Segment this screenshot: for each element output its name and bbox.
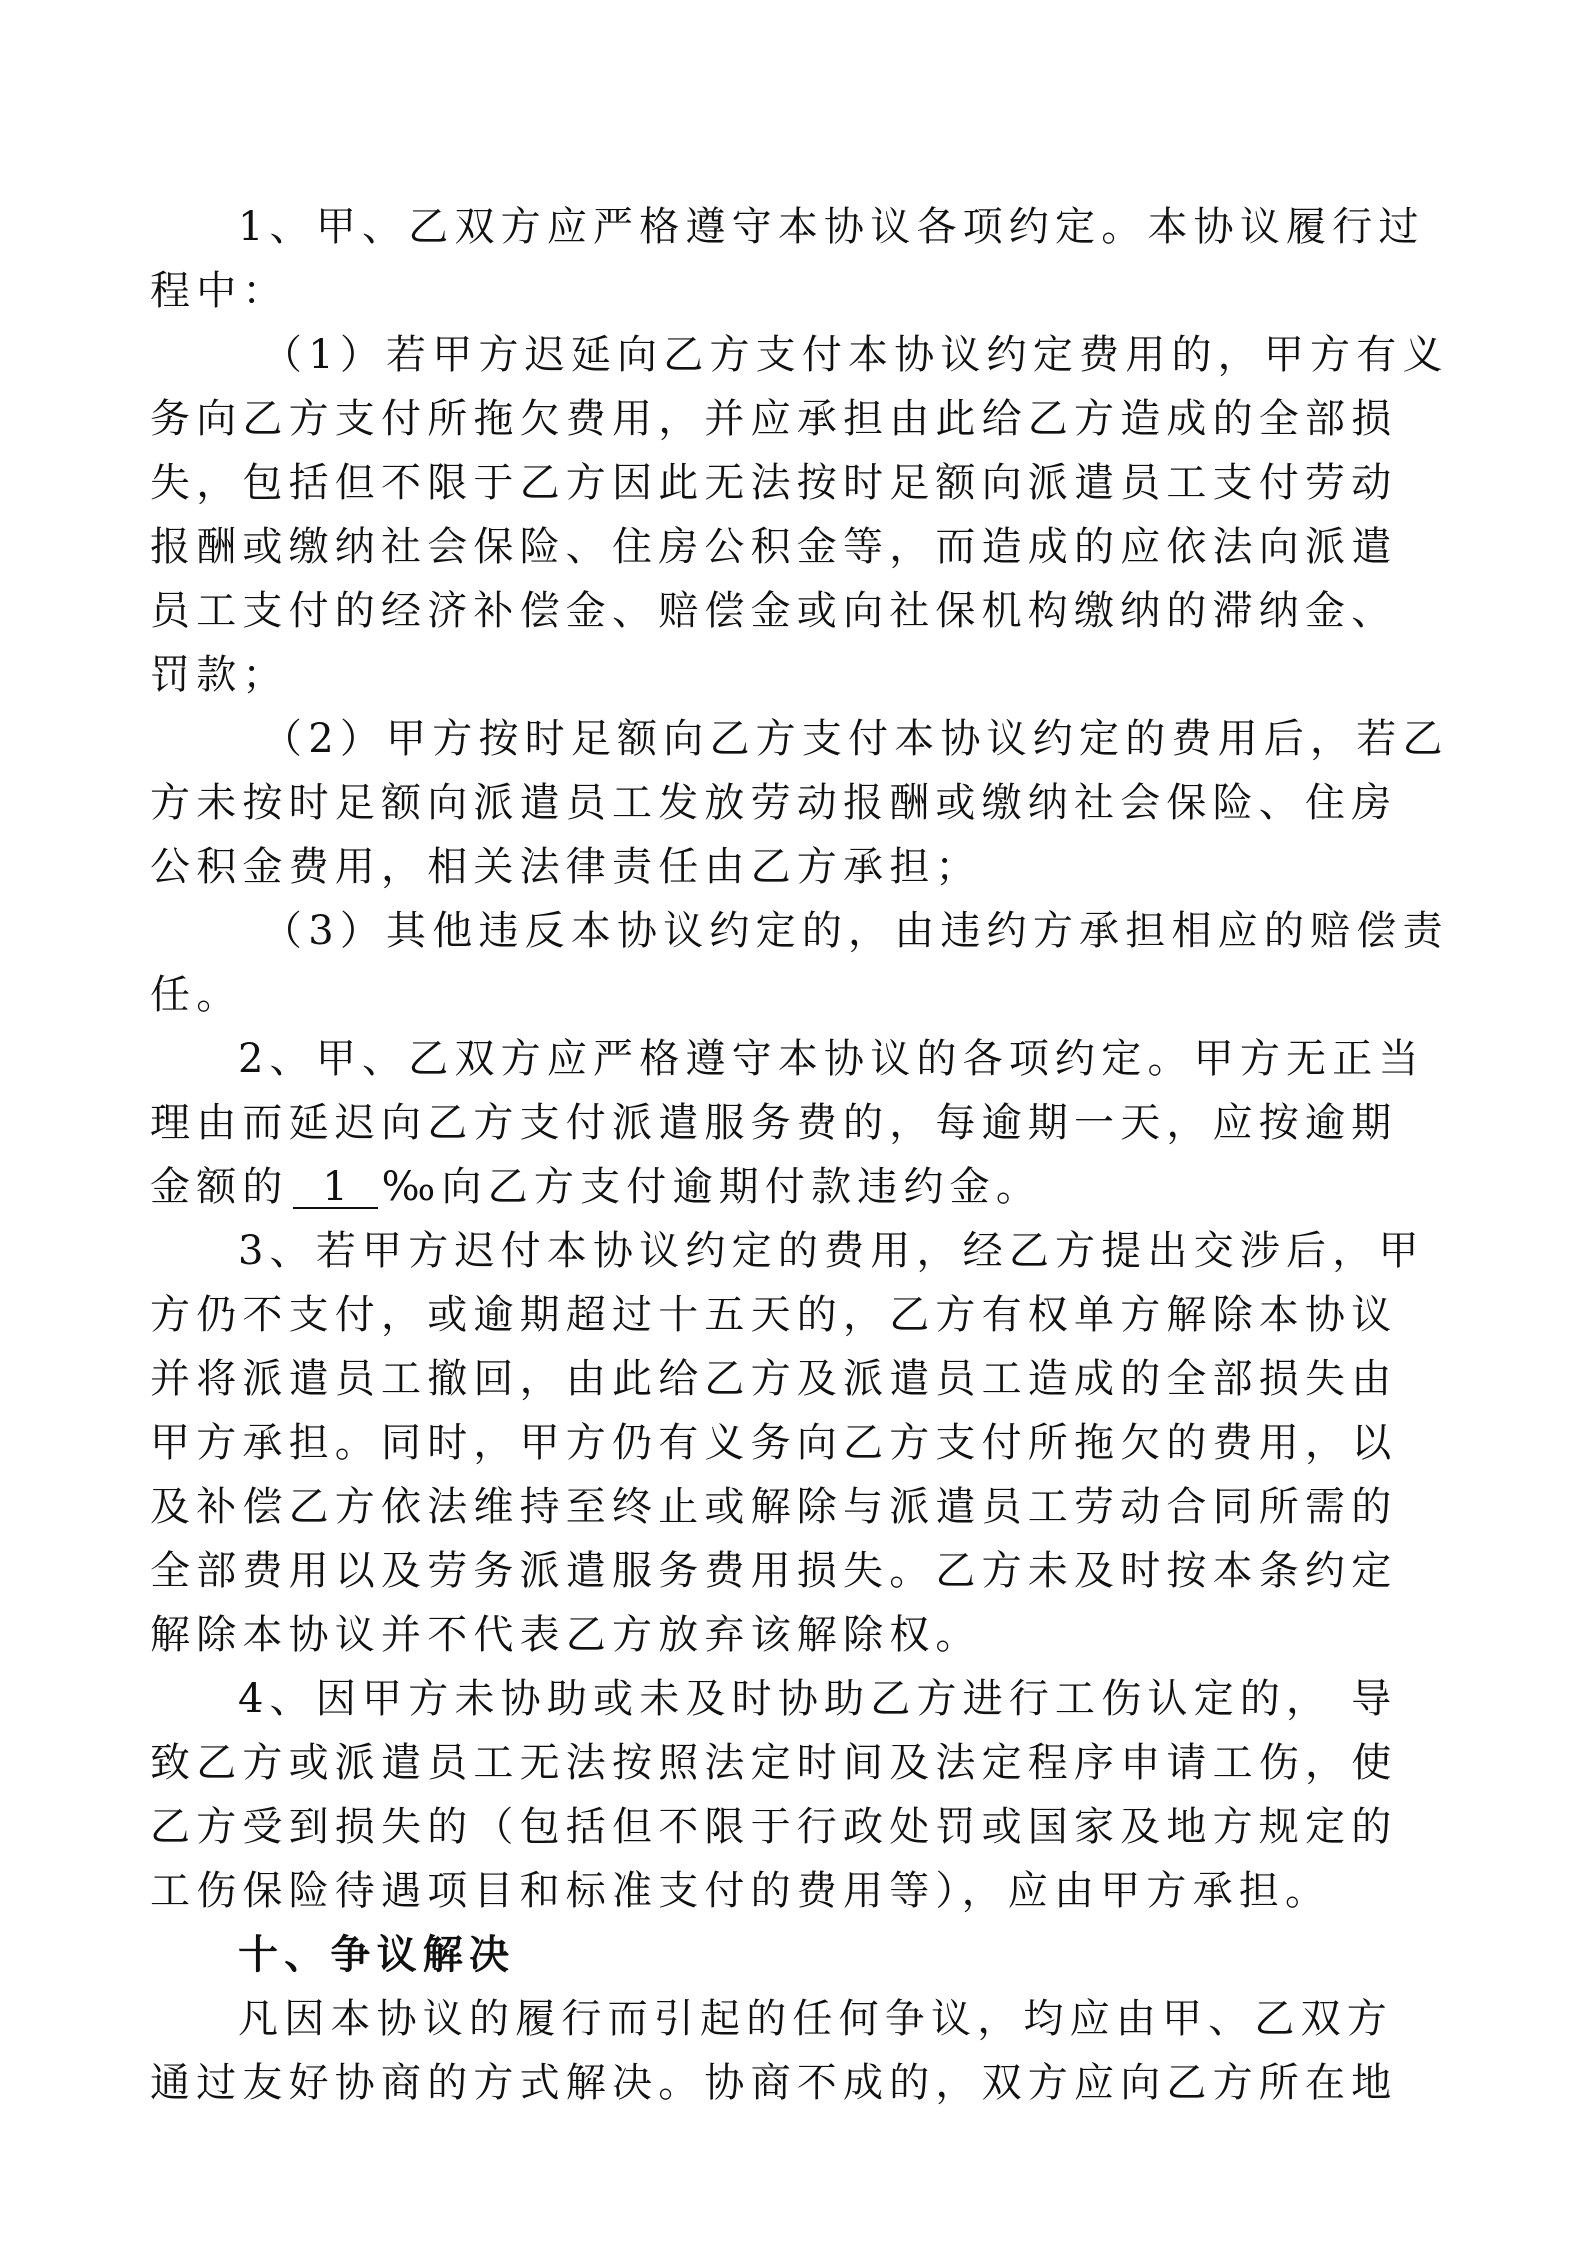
clause-4-line-2: 致乙方或派遣员工无法按照法定时间及法定程序申请工伤，使 bbox=[150, 1740, 1398, 1786]
clause-1-line-1: 1、甲、乙双方应严格遵守本协议各项约定。本协议履行过 bbox=[238, 204, 1425, 250]
penalty-text-before: 金额的 bbox=[150, 1164, 289, 1210]
clause-4-line-3: 乙方受到损失的（包括但不限于行政处罚或国家及地方规定的 bbox=[150, 1804, 1398, 1850]
clause-3-line-1: 3、若甲方迟付本协议约定的费用，经乙方提出交涉后，甲 bbox=[238, 1228, 1425, 1274]
item-1-line-5: 员工支付的经济补偿金、赔偿金或向社保机构缴纳的滞纳金、 bbox=[150, 588, 1398, 634]
clause-3-line-3: 并将派遣员工撤回，由此给乙方及派遣员工造成的全部损失由 bbox=[150, 1356, 1398, 1402]
clause-2-line-2: 理由而延迟向乙方支付派遣服务费的，每逾期一天，应按逾期 bbox=[150, 1100, 1398, 1146]
item-1-line-6: 罚款； bbox=[150, 652, 289, 698]
item-1-line-2: 务向乙方支付所拖欠费用，并应承担由此给乙方造成的全部损 bbox=[150, 396, 1398, 442]
item-3-line-2: 任。 bbox=[150, 972, 243, 1018]
item-2-line-3: 公积金费用，相关法律责任由乙方承担； bbox=[150, 844, 982, 890]
clause-4-line-1: 4、因甲方未协助或未及时协助乙方进行工伤认定的， 导 bbox=[238, 1676, 1398, 1722]
clause-2-line-1: 2、甲、乙双方应严格遵守本协议的各项约定。甲方无正当 bbox=[238, 1036, 1425, 1082]
clause-1-line-2: 程中： bbox=[150, 268, 289, 314]
clause-3-line-2: 方仍不支付，或逾期超过十五天的，乙方有权单方解除本协议 bbox=[150, 1292, 1398, 1338]
dispute-line-1: 凡因本协议的履行而引起的任何争议，均应由甲、乙双方 bbox=[238, 1996, 1393, 2042]
clause-3-line-4: 甲方承担。同时，甲方仍有义务向乙方支付所拖欠的费用，以 bbox=[150, 1420, 1398, 1466]
item-1-line-3: 失，包括但不限于乙方因此无法按时足额向派遣员工支付劳动 bbox=[150, 460, 1398, 506]
clause-3-line-5: 及补偿乙方依法维持至终止或解除与派遣员工劳动合同所需的 bbox=[150, 1484, 1398, 1530]
item-1-line-4: 报酬或缴纳社会保险、住房公积金等，而造成的应依法向派遣 bbox=[150, 524, 1398, 570]
dispute-line-2: 通过友好协商的方式解决。协商不成的，双方应向乙方所在地 bbox=[150, 2060, 1398, 2106]
penalty-text-after: ‰向乙方支付逾期付款违约金。 bbox=[381, 1164, 1043, 1210]
item-3-line-1: （3）其他违反本协议约定的，由违约方承担相应的赔偿责 bbox=[262, 908, 1449, 954]
item-1-line-1: （1）若甲方迟延向乙方支付本协议约定费用的，甲方有义 bbox=[262, 332, 1449, 378]
document-body bbox=[150, 195, 1450, 2115]
clause-4-line-4: 工伤保险待遇项目和标准支付的费用等），应由甲方承担。 bbox=[150, 1868, 1332, 1914]
item-2-line-2: 方未按时足额向派遣员工发放劳动报酬或缴纳社会保险、住房 bbox=[150, 780, 1398, 826]
section-heading: 十、争议解决 bbox=[238, 1932, 516, 1978]
clause-2-line-3 bbox=[150, 1155, 1450, 1219]
item-2-line-1: （2）甲方按时足额向乙方支付本协议约定的费用后，若乙 bbox=[262, 716, 1449, 762]
penalty-rate-value: 1 bbox=[293, 1167, 378, 1209]
clause-3-line-6: 全部费用以及劳务派遣服务费用损失。乙方未及时按本条约定 bbox=[150, 1548, 1398, 1594]
clause-3-line-7: 解除本协议并不代表乙方放弃该解除权。 bbox=[150, 1612, 982, 1658]
